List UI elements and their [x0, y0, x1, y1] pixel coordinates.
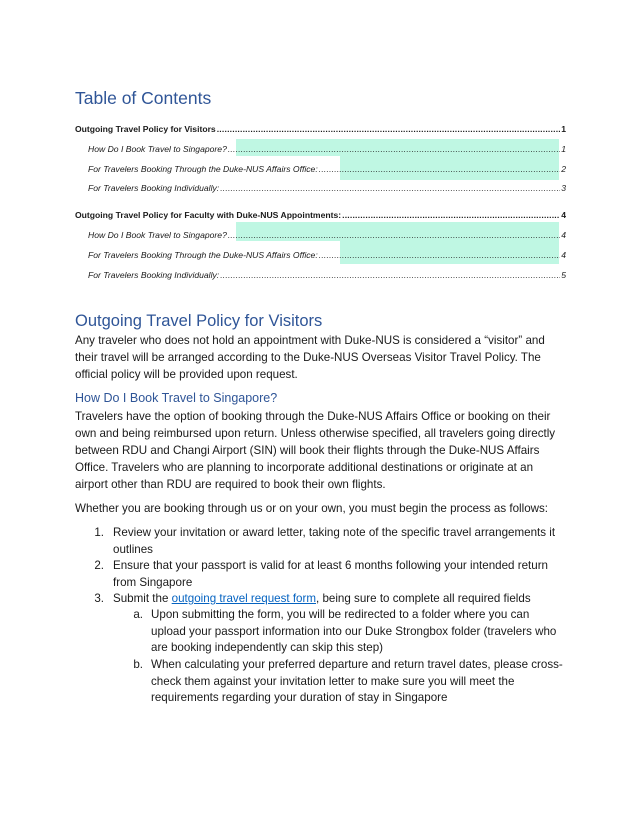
text-line: between RDU and Changi Airport (SIN) will book their flights through the Duke-NUS Affairs	[75, 444, 540, 457]
step-number: 2.	[94, 559, 104, 572]
text-line: from Singapore	[113, 575, 193, 589]
toc-entry-page: 4	[561, 210, 566, 220]
toc-entry[interactable]	[75, 124, 566, 136]
outgoing-travel-request-form-link[interactable]: outgoing travel request form	[171, 592, 317, 605]
step-text	[113, 591, 573, 608]
toc-entry[interactable]	[88, 230, 566, 242]
toc-entry-page: 1	[561, 144, 566, 154]
toc-entry[interactable]	[88, 183, 566, 195]
text-line: Ensure that your passport is valid for at least 6 months following your intended return	[113, 559, 548, 572]
step-text	[113, 558, 573, 591]
text-line: Upon submitting the form, you will be redirected to a folder where you can	[151, 608, 530, 621]
text-line: Travelers have the option of booking through the Duke-NUS Affairs Office or booking on their	[75, 410, 551, 423]
toc-entry-page: 2	[561, 164, 566, 174]
toc-entry-label: For Travelers Booking Through the Duke-NUS Affairs Office:	[88, 164, 318, 174]
toc-entry-label: For Travelers Booking Individually:	[88, 270, 220, 280]
toc-entry-page: 1	[561, 124, 566, 134]
toc-entry-label: Outgoing Travel Policy for Faculty with Duke-NUS Appointments:	[75, 210, 342, 220]
text-line: When calculating your preferred departure and return travel dates, please cross-	[151, 658, 563, 671]
toc-entry-page: 5	[561, 270, 566, 280]
text-line: Office. Travelers who are planning to incorporate additional destinations or originate at an	[75, 461, 534, 474]
toc-entry-label: How Do I Book Travel to Singapore?	[88, 230, 227, 240]
text-line: own and being reimbursed upon return. Unless otherwise specified, all travelers going directly	[75, 427, 556, 440]
substep-letter: a.	[133, 608, 143, 621]
toc-entry[interactable]	[88, 250, 566, 262]
toc-entry-label: For Travelers Booking Through the Duke-NUS Affairs Office:	[88, 250, 318, 260]
toc-entry[interactable]	[88, 164, 566, 176]
toc-entry-label: Outgoing Travel Policy for Visitors	[75, 124, 216, 134]
toc-entry-page: 4	[561, 230, 566, 240]
text-line: check them against your invitation letter to make sure you will meet the	[151, 674, 515, 688]
text-segment: , being sure to complete all required fields	[316, 592, 531, 605]
text-line: are booking independently can skip this step)	[151, 641, 384, 654]
substep-text	[151, 607, 571, 657]
text-line: Any traveler who does not hold an appointment with Duke-NUS is considered a “visitor” and	[75, 334, 545, 347]
step-number: 1.	[94, 526, 104, 539]
substep-letter: b.	[133, 658, 143, 671]
process-intro: Whether you are booking through us or on your own, you must begin the process as follows:	[75, 502, 549, 515]
intro-paragraph	[75, 332, 567, 383]
toc-entry[interactable]	[75, 210, 566, 222]
body-paragraph	[75, 408, 567, 493]
text-line: upload your passport information into our Duke Strongbox folder (travelers who	[151, 624, 557, 638]
text-line: their travel will be arranged according to the Duke-NUS Overseas Visitor Travel Policy. The	[75, 351, 541, 364]
toc-entry-label: How Do I Book Travel to Singapore?	[88, 144, 227, 154]
subheading: How Do I Book Travel to Singapore?	[75, 391, 278, 405]
step-text	[113, 525, 573, 558]
toc-entry[interactable]	[88, 144, 566, 156]
text-line: requirements regarding your duration of stay in Singapore	[151, 691, 448, 704]
text-segment: Submit the	[113, 592, 172, 605]
substep-text	[151, 657, 571, 707]
section-heading: Outgoing Travel Policy for Visitors	[75, 312, 323, 330]
toc-entry-page: 3	[561, 183, 566, 193]
text-line: outlines	[113, 542, 153, 556]
text-line: Review your invitation or award letter, taking note of the specific travel arrangements it	[113, 526, 556, 539]
step-number: 3.	[94, 592, 104, 605]
text-line: official policy will be provided upon request.	[75, 368, 298, 381]
toc-title: Table of Contents	[75, 88, 212, 108]
toc-entry-label: For Travelers Booking Individually:	[88, 183, 220, 193]
text-line: airport other than RDU are required to book their own flights.	[75, 478, 386, 491]
toc-entry[interactable]	[88, 270, 566, 282]
toc-entry-page: 4	[561, 250, 566, 260]
